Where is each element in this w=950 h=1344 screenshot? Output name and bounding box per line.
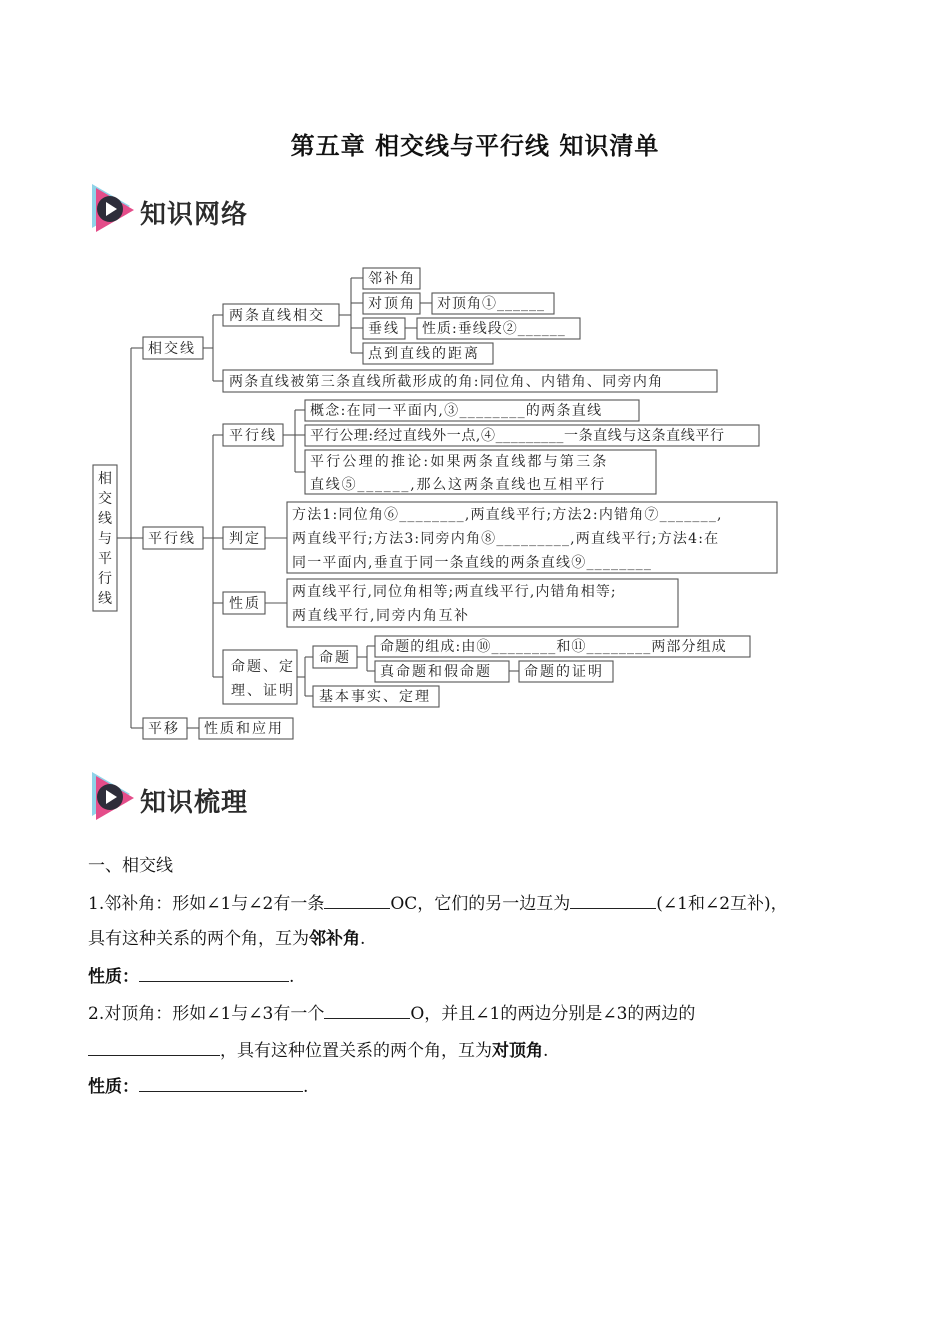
node-label: 理、证明 (231, 683, 295, 699)
play-icon (88, 182, 136, 234)
node-label: 邻补角 (368, 271, 416, 287)
knowledge-map-diagram (83, 265, 800, 743)
node-label: 对顶角①______ (437, 296, 545, 312)
node-label: 真命题和假命题 (380, 664, 492, 680)
node-label: 方法1:同位角⑥________,两直线平行;方法2:内错角⑦_______, (292, 507, 723, 523)
play-icon (88, 770, 136, 822)
text: . (289, 967, 295, 987)
term-adjacent-angles: 邻补角 (309, 929, 360, 949)
section-header-network (88, 182, 388, 238)
node-label: 概念:在同一平面内,③________的两条直线 (310, 403, 603, 419)
node-label: 命题 (319, 650, 351, 666)
node-label: 同一平面内,垂直于同一条直线的两条直线⑨________ (292, 555, 653, 571)
node-label: 垂线 (368, 321, 400, 337)
section-title: 知识梳理 (140, 788, 249, 818)
paragraph-vertical-line2 (88, 1039, 548, 1061)
answer-blank (139, 1075, 303, 1092)
paragraph-adjacent-line2 (88, 929, 365, 949)
answer-blank (324, 1002, 410, 1019)
node-label: 性质和应用 (204, 721, 284, 737)
node-label: 两直线平行;方法3:同旁内角⑧_________,两直线平行;方法4:在 (292, 531, 720, 547)
node-label: 两直线平行,同旁内角互补 (292, 608, 470, 624)
property-label: 性质： (88, 967, 139, 987)
node-label: 点到直线的距离 (368, 346, 480, 362)
answer-blank (570, 892, 656, 909)
text: O，并且∠1的两边分别是∠3的两边的 (410, 1004, 696, 1024)
text: (∠1和∠2互补)， (656, 894, 788, 914)
property-line-2 (88, 1075, 308, 1097)
node-label: 性质:垂线段②______ (422, 321, 566, 337)
node-label: 性质 (229, 596, 261, 612)
node-label: 两条直线相交 (229, 308, 325, 324)
property-line-1 (88, 965, 294, 987)
section-header-review (88, 770, 388, 826)
text: . (360, 929, 366, 949)
node-label: 对顶角 (368, 296, 416, 312)
node-label: 直线⑤______,那么这两条直线也互相平行 (310, 477, 607, 493)
heading-intersecting-lines: 一、相交线 (88, 856, 173, 876)
text: . (303, 1077, 309, 1097)
text: ，具有这种位置关系的两个角，互为 (220, 1041, 492, 1061)
paragraph-vertical-line1 (88, 1002, 695, 1024)
text: 1.邻补角：形如∠1与∠2有一条 (88, 894, 325, 914)
term-vertical-angles: 对顶角 (492, 1041, 543, 1061)
answer-blank (139, 965, 289, 982)
property-label: 性质： (88, 1077, 139, 1097)
section-title: 知识网络 (140, 200, 249, 230)
page-title: 第五章 相交线与平行线 知识清单 (290, 132, 660, 160)
node-label: 命题的证明 (524, 664, 604, 680)
node-label: 平行公理:经过直线外一点,④_________一条直线与这条直线平行 (310, 428, 725, 444)
paragraph-adjacent-line1 (88, 892, 788, 914)
node-label: 相交线与平行线 (98, 471, 112, 607)
node-label: 两条直线被第三条直线所截形成的角:同位角、内错角、同旁内角 (229, 374, 664, 390)
node-label: 命题的组成:由⑩________和⑪________两部分组成 (380, 639, 727, 655)
text: 具有这种关系的两个角，互为 (88, 929, 309, 949)
node-root-label (98, 470, 112, 607)
answer-blank (324, 892, 390, 909)
text: . (543, 1041, 549, 1061)
node-label: 两直线平行,同位角相等;两直线平行,内错角相等; (292, 584, 617, 600)
node-label: 判定 (229, 531, 261, 547)
node-label: 平移 (148, 721, 180, 737)
node-label: 平行线 (148, 531, 196, 547)
node-label: 相交线 (148, 341, 196, 357)
node-label: 命题、定 (231, 659, 295, 675)
node-label: 平行线 (229, 428, 277, 444)
text: OC，它们的另一边互为 (390, 894, 571, 914)
node-label: 平行公理的推论:如果两条直线都与第三条 (310, 454, 609, 470)
text: 2.对顶角：形如∠1与∠3有一个 (88, 1004, 325, 1024)
node-label: 基本事实、定理 (319, 689, 431, 705)
answer-blank (88, 1039, 220, 1056)
